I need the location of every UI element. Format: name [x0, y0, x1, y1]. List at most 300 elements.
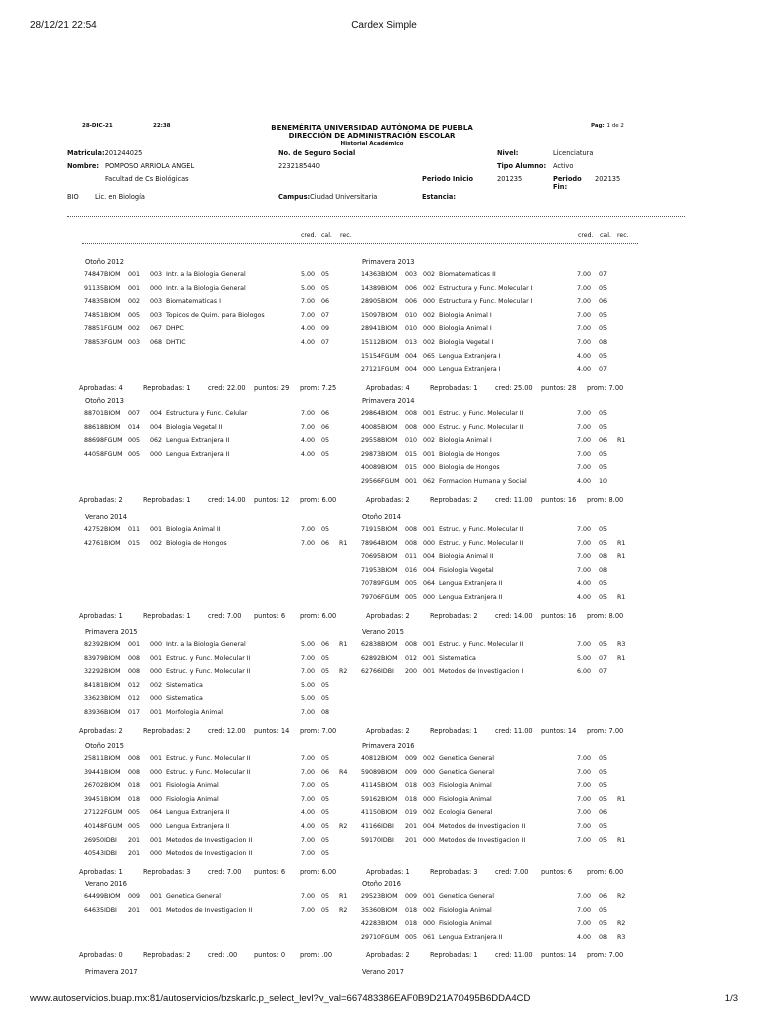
course-subj: BIOM [381, 809, 398, 817]
course-crse: 018 [405, 795, 418, 803]
course-name: Estructura y Func. Celular [166, 410, 248, 417]
course-crse: 002 [128, 325, 141, 333]
course-rec: R1 [617, 539, 626, 547]
course-cal: 07 [321, 339, 330, 346]
course-crse: 001 [405, 478, 418, 485]
course-subj: BIOM [381, 782, 398, 790]
report-name: Historial Académico [340, 141, 404, 147]
course-subj: BIOM [381, 654, 398, 662]
course-name: Estructura y Func. Molecular I [439, 284, 533, 292]
course-name: Estruc. y Func. Molecular II [439, 410, 524, 417]
course-cal: 05 [599, 526, 608, 533]
periodo-fin-label-1: Periodo [553, 175, 582, 183]
course-cred: 4.00 [301, 325, 316, 333]
term-title: Primavera 2016 [362, 742, 415, 750]
course-row [361, 907, 641, 920]
report-time: 22:38 [153, 123, 171, 129]
summary-aprobadas: Aprobadas: 4 [366, 383, 410, 392]
course-sec: 003 [150, 271, 163, 278]
course-crse: 201 [128, 906, 141, 914]
course-row [84, 451, 364, 464]
course-name: Genetica General [166, 893, 221, 900]
course-name: Metodos de Investigacion II [439, 836, 526, 844]
course-cred: 7.00 [301, 906, 316, 914]
course-nrc: 64499 [84, 893, 105, 900]
course-subj: BIOM [381, 325, 398, 333]
course-cred: 5.00 [301, 641, 316, 648]
course-cal: 05 [321, 526, 330, 533]
course-cred: 7.00 [301, 668, 316, 676]
column-header-rule [82, 243, 638, 244]
course-crse: 015 [405, 464, 418, 472]
course-crse: 017 [128, 709, 141, 716]
course-name: Fisiologia Animal [439, 920, 492, 928]
course-cred: 7.00 [577, 423, 592, 431]
course-crse: 200 [405, 668, 418, 676]
summary-prom: prom: 6.00 [300, 495, 337, 504]
course-cred: 4.00 [301, 809, 316, 817]
course-row [361, 553, 641, 566]
course-name: Estruc. y Func. Molecular II [166, 668, 251, 676]
course-row [361, 823, 641, 836]
course-row [84, 285, 364, 298]
course-row [84, 907, 364, 920]
course-cred: 7.00 [577, 298, 592, 306]
course-subj: BIOM [381, 906, 398, 914]
course-cred: 7.00 [577, 823, 592, 830]
course-crse: 201 [128, 850, 141, 858]
course-cal: 06 [599, 298, 608, 306]
course-cal: 05 [321, 823, 330, 830]
course-sec: 000 [150, 450, 163, 458]
course-nrc: 42283 [361, 920, 382, 928]
course-subj: IDBI [104, 850, 117, 858]
course-cal: 05 [599, 352, 608, 360]
course-row [84, 312, 364, 325]
summary-puntos: puntos: 29 [254, 383, 290, 392]
course-cal: 07 [599, 366, 608, 374]
course-cal: 05 [321, 437, 330, 445]
course-rec: R1 [339, 539, 348, 547]
course-row [84, 893, 364, 906]
course-cred: 7.00 [577, 284, 592, 292]
course-cal: 05 [599, 580, 608, 588]
summary-puntos: puntos: 12 [254, 495, 290, 504]
course-cred: 7.00 [577, 450, 592, 458]
course-subj: FGUM [104, 809, 123, 817]
summary-reprobadas: Reprobadas: 1 [143, 611, 191, 620]
course-cal: 05 [599, 641, 608, 648]
summary-aprobadas: Aprobadas: 2 [366, 611, 410, 620]
course-rec: R1 [339, 641, 348, 648]
course-name: Lengua Extranjera II [166, 437, 230, 445]
nivel-value: Licenciatura [553, 149, 594, 157]
course-cal: 06 [321, 410, 330, 417]
course-cal: 05 [599, 423, 608, 431]
matricula: Matricula:201244025 [67, 149, 143, 157]
course-row [361, 782, 641, 795]
course-row [361, 312, 641, 325]
university-name: BENEMÉRITA UNIVERSIDAD AUTÓNOMA DE PUEBLA [271, 124, 473, 132]
summary-cred: cred: 12.00 [208, 726, 246, 735]
course-row [361, 893, 641, 906]
course-subj: BIOM [104, 284, 121, 292]
course-crse: 001 [128, 271, 141, 278]
course-cred: 7.00 [301, 755, 316, 762]
term-title: Primavera 2013 [362, 258, 415, 266]
course-cal: 05 [599, 906, 608, 914]
course-nrc: 41150 [361, 809, 382, 817]
course-cred: 7.00 [577, 755, 592, 762]
course-name: Lengua Extranjera I [439, 366, 501, 374]
course-subj: BIOM [381, 284, 398, 292]
course-cal: 06 [321, 539, 330, 547]
course-nrc: 78851 [84, 325, 105, 333]
course-cal: 05 [321, 271, 330, 278]
course-nrc: 28941 [361, 325, 382, 333]
course-name: Biomatematicas II [439, 271, 496, 278]
course-cred: 7.00 [577, 893, 592, 900]
course-crse: 201 [405, 823, 418, 830]
course-row [84, 809, 364, 822]
summary-aprobadas: Aprobadas: 2 [366, 951, 410, 960]
course-cal: 05 [321, 850, 330, 858]
course-row [361, 451, 641, 464]
course-cred: 4.00 [301, 823, 316, 830]
course-cal: 05 [599, 450, 608, 458]
course-cal: 05 [321, 893, 330, 900]
course-row [361, 668, 641, 681]
course-sec: 064 [150, 809, 163, 817]
course-cred: 7.00 [577, 782, 592, 790]
summary-reprobadas: Reprobadas: 2 [143, 726, 191, 735]
estancia-label: Estancia: [422, 193, 456, 201]
course-crse: 008 [128, 768, 141, 776]
summary-prom: prom: 7.00 [587, 383, 624, 392]
course-sec: 001 [423, 641, 436, 648]
course-cal: 05 [321, 755, 330, 762]
course-crse: 008 [128, 654, 141, 662]
course-subj: FGUM [381, 352, 400, 360]
course-subj: FGUM [104, 339, 123, 346]
summary-puntos: puntos: 6 [541, 867, 573, 876]
course-cred: 7.00 [301, 795, 316, 803]
page-count: Pag: 1 de 2 [591, 123, 624, 129]
course-crse: 008 [405, 526, 418, 533]
course-row [361, 567, 641, 580]
course-name: Intr. a la Biologia General [166, 641, 246, 648]
course-subj: FGUM [104, 823, 123, 830]
course-rec: R1 [617, 836, 626, 844]
course-name: DHTIC [166, 339, 186, 346]
summary-puntos: puntos: 16 [541, 495, 577, 504]
summary-prom: prom: 7.00 [587, 726, 624, 735]
course-row [361, 298, 641, 311]
course-nrc: 26950 [84, 836, 105, 844]
course-name: Sistematica [439, 654, 476, 662]
course-cred: 7.00 [301, 539, 316, 547]
course-subj: FGUM [104, 450, 123, 458]
course-name: Ecologia General [439, 809, 493, 817]
course-cal: 05 [599, 284, 608, 292]
course-sec: 000 [150, 284, 163, 292]
summary-reprobadas: Reprobadas: 1 [143, 383, 191, 392]
course-nrc: 74847 [84, 271, 105, 278]
course-nrc: 27122 [84, 809, 105, 817]
seguro-value: 2232185440 [278, 162, 320, 170]
course-crse: 010 [405, 325, 418, 333]
course-sec: 065 [423, 352, 436, 360]
course-cred: 7.00 [577, 768, 592, 776]
course-crse: 009 [405, 893, 418, 900]
course-name: Metodos de Investigacion I [439, 668, 524, 676]
course-name: Biologia de Hongos [439, 464, 500, 472]
course-cred: 4.00 [577, 478, 592, 485]
course-sec: 001 [423, 410, 436, 417]
seguro-label: No. de Seguro Social [278, 149, 356, 157]
course-cal: 05 [321, 795, 330, 803]
course-subj: BIOM [381, 271, 398, 278]
course-subj: BIOM [381, 768, 398, 776]
course-crse: 011 [405, 553, 418, 561]
course-subj: BIOM [381, 920, 398, 928]
summary-aprobadas: Aprobadas: 2 [79, 495, 123, 504]
course-nrc: 40085 [361, 423, 382, 431]
course-rec: R2 [617, 920, 626, 928]
course-nrc: 29710 [361, 933, 382, 941]
summary-aprobadas: Aprobadas: 4 [79, 383, 123, 392]
course-sec: 000 [423, 768, 436, 776]
course-sec: 002 [423, 311, 436, 319]
course-crse: 009 [405, 755, 418, 762]
summary-cred: cred: 22.00 [208, 383, 246, 392]
course-name: Estruc. y Func. Molecular II [439, 423, 524, 431]
course-cal: 05 [599, 539, 608, 547]
course-subj: BIOM [104, 709, 121, 716]
course-name: Genetica General [439, 893, 494, 900]
print-page-title: Cardex Simple [351, 20, 417, 31]
course-cred: 7.00 [301, 893, 316, 900]
course-crse: 001 [128, 284, 141, 292]
course-nrc: 82392 [84, 641, 105, 648]
course-name: Estruc. y Func. Molecular II [166, 755, 251, 762]
course-nrc: 74835 [84, 298, 105, 306]
course-cal: 05 [321, 836, 330, 844]
course-cal: 05 [599, 594, 608, 601]
course-rec: R2 [339, 823, 348, 830]
course-sec: 062 [423, 478, 436, 485]
course-name: Morfologia Animal [166, 709, 223, 716]
course-name: Sistematica [166, 681, 203, 689]
course-crse: 012 [128, 681, 141, 689]
course-row [84, 424, 364, 437]
course-crse: 003 [405, 271, 418, 278]
summary-reprobadas: Reprobadas: 1 [143, 495, 191, 504]
summary-puntos: puntos: 14 [541, 726, 577, 735]
tipo-label: Tipo Alumno: [497, 162, 547, 170]
course-sec: 001 [423, 526, 436, 533]
nombre-label: Nombre: [67, 162, 99, 170]
course-rec: R2 [339, 668, 348, 676]
course-sec: 002 [423, 809, 436, 817]
course-cal: 05 [599, 755, 608, 762]
course-name: Fisiologia Animal [439, 782, 492, 790]
summary-prom: prom: 6.00 [587, 867, 624, 876]
course-cal: 09 [321, 325, 330, 333]
course-subj: BIOM [381, 566, 398, 574]
course-nrc: 29523 [361, 893, 382, 900]
course-row [84, 823, 364, 836]
course-subj: BIOM [381, 795, 398, 803]
course-crse: 018 [128, 795, 141, 803]
course-crse: 019 [405, 809, 418, 817]
course-sec: 001 [150, 755, 163, 762]
course-sec: 002 [150, 539, 163, 547]
summary-prom: prom: 6.00 [300, 867, 337, 876]
course-name: Genetica General [439, 768, 494, 776]
course-nrc: 40543 [84, 850, 105, 858]
course-nrc: 33623 [84, 695, 105, 703]
course-sec: 000 [423, 594, 436, 601]
course-cred: 7.00 [577, 809, 592, 817]
course-cal: 06 [321, 641, 330, 648]
course-subj: BIOM [104, 893, 121, 900]
course-subj: BIOM [104, 795, 121, 803]
course-nrc: 42752 [84, 526, 105, 533]
course-subj: BIOM [104, 298, 121, 306]
course-sec: 003 [150, 298, 163, 306]
course-cred: 7.00 [301, 850, 316, 858]
course-crse: 012 [128, 695, 141, 703]
summary-aprobadas: Aprobadas: 2 [79, 726, 123, 735]
course-row [361, 809, 641, 822]
course-cal: 05 [321, 695, 330, 703]
course-subj: BIOM [104, 526, 121, 533]
course-cal: 07 [599, 668, 608, 676]
course-name: Estruc. y Func. Molecular II [439, 526, 524, 533]
course-crse: 005 [405, 594, 418, 601]
course-subj: BIOM [104, 755, 121, 762]
course-rec: R2 [339, 906, 348, 914]
course-name: Biologia Vegetal I [439, 339, 494, 346]
course-sec: 001 [423, 654, 436, 662]
course-subj: BIOM [104, 539, 121, 547]
course-name: Biologia Animal II [166, 526, 221, 533]
course-nrc: 39451 [84, 795, 105, 803]
course-crse: 015 [128, 539, 141, 547]
course-cred: 7.00 [301, 311, 316, 319]
summary-aprobadas: Aprobadas: 0 [79, 951, 123, 960]
course-sec: 004 [423, 553, 436, 561]
course-nrc: 78853 [84, 339, 105, 346]
periodo-fin-label-2: Fin: [553, 183, 568, 191]
summary-puntos: puntos: 16 [541, 611, 577, 620]
term-title: Primavera 2017 [85, 968, 138, 976]
course-row [84, 769, 364, 782]
course-nrc: 44058 [84, 450, 105, 458]
course-sec: 061 [423, 933, 436, 941]
course-name: Biologia de Hongos [439, 450, 500, 458]
course-nrc: 83936 [84, 709, 105, 716]
course-sec: 000 [423, 423, 436, 431]
course-subj: BIOM [104, 410, 121, 417]
course-cred: 5.00 [301, 681, 316, 689]
tipo-value: Activo [553, 162, 574, 170]
course-cal: 07 [599, 654, 608, 662]
course-crse: 002 [128, 298, 141, 306]
course-subj: FGUM [104, 437, 123, 445]
term-title: Otoño 2016 [362, 880, 401, 888]
course-nrc: 39441 [84, 768, 105, 776]
course-rec: R1 [617, 437, 626, 445]
course-name: Biomatematicas I [166, 298, 221, 306]
summary-aprobadas: Aprobadas: 1 [79, 867, 123, 876]
course-sec: 062 [150, 437, 163, 445]
course-name: Fisiologia Animal [439, 906, 492, 914]
report-date: 28-DIC-21 [82, 123, 113, 129]
summary-reprobadas: Reprobadas: 2 [430, 495, 478, 504]
course-sec: 002 [423, 755, 436, 762]
course-name: Fisiologia Animal [166, 782, 219, 790]
course-sec: 000 [423, 539, 436, 547]
course-cal: 06 [321, 423, 330, 431]
course-row [84, 540, 364, 553]
course-row [361, 424, 641, 437]
course-subj: BIOM [381, 893, 398, 900]
course-cal: 08 [599, 339, 608, 346]
course-name: Metodos de Investigacion II [166, 836, 253, 844]
course-name: Lengua Extranjera II [439, 594, 503, 601]
course-cred: 7.00 [301, 423, 316, 431]
course-crse: 009 [128, 893, 141, 900]
course-row [84, 410, 364, 423]
department-name: DIRECCIÓN DE ADMINISTRACIÓN ESCOLAR [288, 132, 456, 140]
course-sec: 002 [150, 681, 163, 689]
course-rec: R2 [617, 893, 626, 900]
course-crse: 013 [405, 339, 418, 346]
course-nrc: 78964 [361, 539, 382, 547]
course-name: Fisiologia Vegetal [439, 566, 494, 574]
course-sec: 002 [423, 906, 436, 914]
course-row [84, 782, 364, 795]
course-sec: 000 [423, 464, 436, 472]
course-crse: 201 [128, 836, 141, 844]
course-subj: IDBI [104, 836, 117, 844]
course-subj: FGUM [381, 933, 400, 941]
course-name: Fisiologia Animal [166, 795, 219, 803]
course-row [361, 464, 641, 477]
course-rec: R1 [617, 553, 626, 561]
summary-aprobadas: Aprobadas: 2 [366, 495, 410, 504]
course-nrc: 15112 [361, 339, 382, 346]
course-cred: 7.00 [577, 464, 592, 472]
course-sec: 000 [150, 850, 163, 858]
course-nrc: 83979 [84, 654, 105, 662]
course-sec: 068 [150, 339, 163, 346]
course-sec: 000 [423, 795, 436, 803]
course-sec: 000 [423, 325, 436, 333]
course-rec: R3 [617, 933, 626, 941]
summary-reprobadas: Reprobadas: 3 [430, 867, 478, 876]
course-cal: 10 [599, 478, 608, 485]
col-header-cred-right: cred. [578, 232, 594, 239]
course-row [84, 668, 364, 681]
course-nrc: 79706 [361, 594, 382, 601]
course-nrc: 59170 [361, 836, 382, 844]
course-row [361, 325, 641, 338]
course-cal: 05 [321, 668, 330, 676]
course-crse: 011 [128, 526, 141, 533]
